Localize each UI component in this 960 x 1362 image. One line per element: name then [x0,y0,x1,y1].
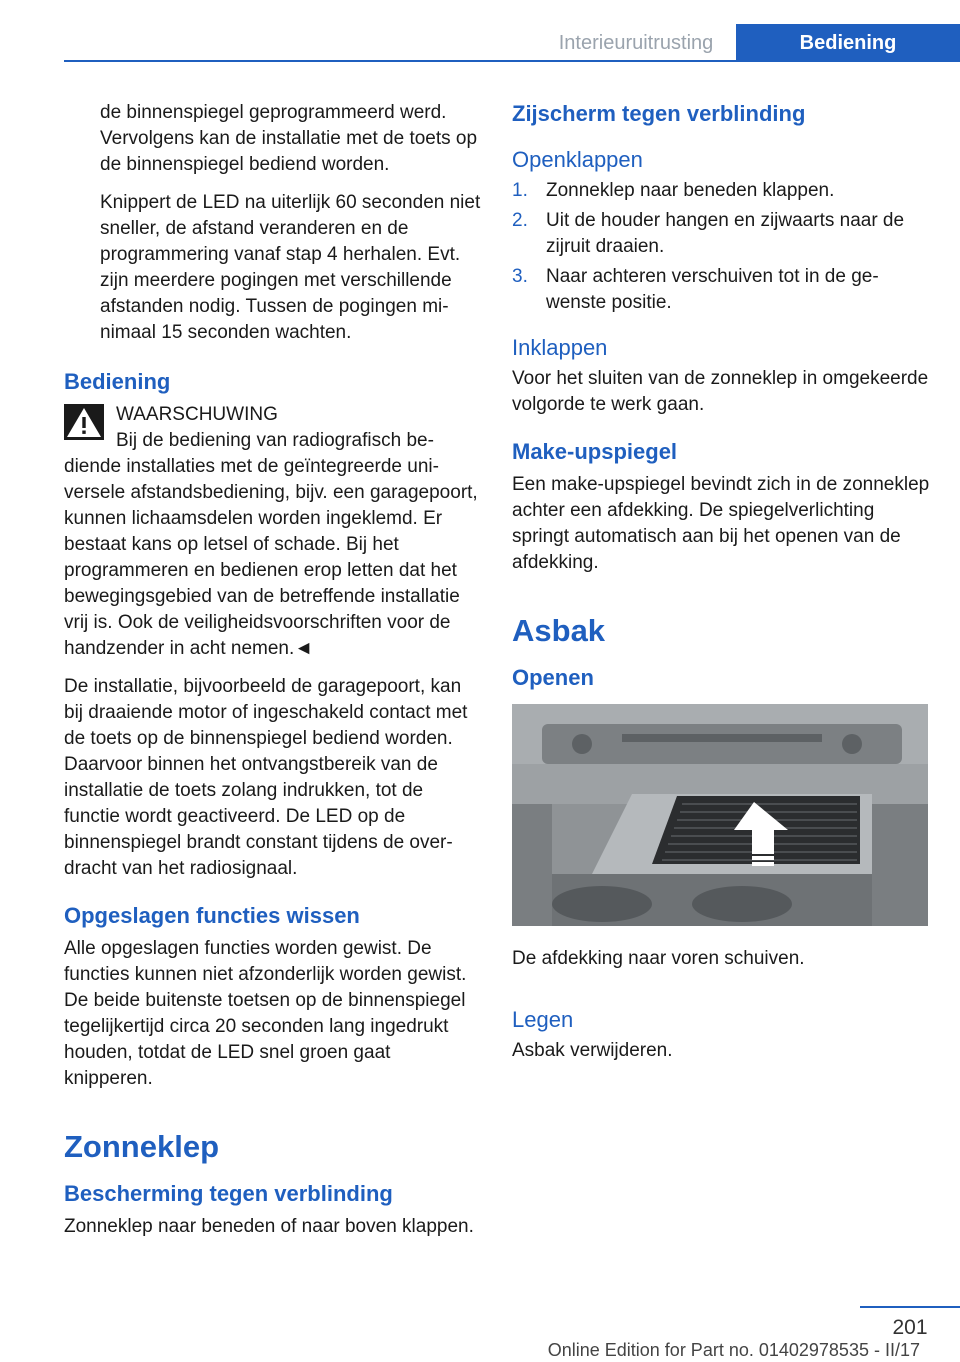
heading-zonneklep: Zonneklep [64,1129,220,1164]
paragraph-led-blink: Knippert de LED na uiterlijk 60 seconden niet sneller, de afstand veranderen en de programmering vanaf stap 4 herhalen. Evt. zijn meerdere pogingen met verschillende afstanden nodig. Tussen de pogingen minimaal 15 seconden wachten. [100,192,481,343]
step-number: 3. [512,266,528,287]
left-column [64,100,484,1252]
paragraph-legen: Asbak verwijderen. [512,1040,673,1061]
step-number: 2. [512,210,528,231]
paragraph-installatie: De installatie, bijvoorbeeld de garagepoort, kan bij draaiende motor of ingeschakeld contact met de toets op de binnenspiegel bediend worden. Daarvoor binnen het ontvangstbereik van de installatie de toets zolang indrukken, tot de functie wordt geactiveerd. De LED op de binnenspiegel brandt constant tijdens de overdracht van het radiosignaal. [64,676,468,879]
paragraph-openen: De afdekking naar voren schuiven. [512,948,805,969]
warning-title: WAARSCHUWING [116,404,278,425]
heading-legen: Legen [512,1007,574,1032]
page-number: 201 [892,1316,928,1339]
footer-edition: Online Edition for Part no. 01402978535 - II/17 [547,1340,920,1360]
heading-bediening: Bediening [64,369,171,394]
footer-rule [860,1306,960,1308]
heading-inklappen: Inklappen [512,335,608,360]
heading-bescherming: Bescherming tegen verblinding [64,1181,393,1206]
paragraph-zonneklep: Zonneklep naar beneden of naar boven klappen. [64,1216,474,1237]
header-chapter-tab: Bediening [736,24,960,62]
heading-openklappen: Openklappen [512,147,643,172]
paragraph-programmed: de binnenspiegel geprogrammeerd werd. Vervolgens kan de installatie met de toets op de binnenspiegel bediend worden. [100,102,478,175]
ashtray-photo [512,704,928,926]
step-text: Zonneklep naar beneden klappen. [546,180,835,201]
paragraph-wissen: Alle opgeslagen functies worden gewist. De functies kunnen niet afzonderlijk worden gewist. De beide buitenste toetsen op de binnenspiegel tegelijkertijd circa 20 seconden lang ingedrukt houden, totdat de LED snel groen gaat knipperen. [64,938,467,1089]
right-column [512,100,932,1076]
list-item [512,208,932,260]
step-text: Naar achteren verschuiven tot in de gewenste positie. [546,266,879,313]
warning-triangle-icon [64,404,104,440]
heading-openen: Openen [512,665,594,690]
list-item [512,178,932,204]
step-number: 1. [512,180,528,201]
heading-functies-wissen: Opgeslagen functies wissen [64,903,360,928]
step-text: Uit de houder hangen en zijwaarts naar de zijruit draaien. [546,210,905,257]
warning-text: Bij de bediening van radiografisch bediende installaties met de geïntegreerde universele afstandsbediening, bijv. een garagepoort, kunnen lichaamsdelen worden ingeklemd. Er bestaat kans op letsel of schade. Bij het programmeren en bedienen erop letten dat het bewegingsgebied van de betreffende installatie vrij is. Ook de veiligheidsvoorschriften voor de handzender in acht nemen.◄ [64,430,478,659]
steps-list [512,178,932,316]
header-section-tab: Interieuruitrusting [558,32,714,54]
paragraph-makeup: Een make-upspiegel bevindt zich in de zonneklep achter een afdekking. De spiegelverlichting springt automatisch aan bij het openen van de afdekking. [512,474,930,573]
list-item [512,264,932,316]
warning-box [64,402,484,662]
heading-makeup: Make-upspiegel [512,439,678,464]
header-rule [64,60,960,62]
heading-zijscherm: Zijscherm tegen verblinding [512,101,806,126]
heading-asbak: Asbak [512,613,606,648]
paragraph-inklappen: Voor het sluiten van de zonneklep in omgekeerde volgorde te werk gaan. [512,368,929,415]
